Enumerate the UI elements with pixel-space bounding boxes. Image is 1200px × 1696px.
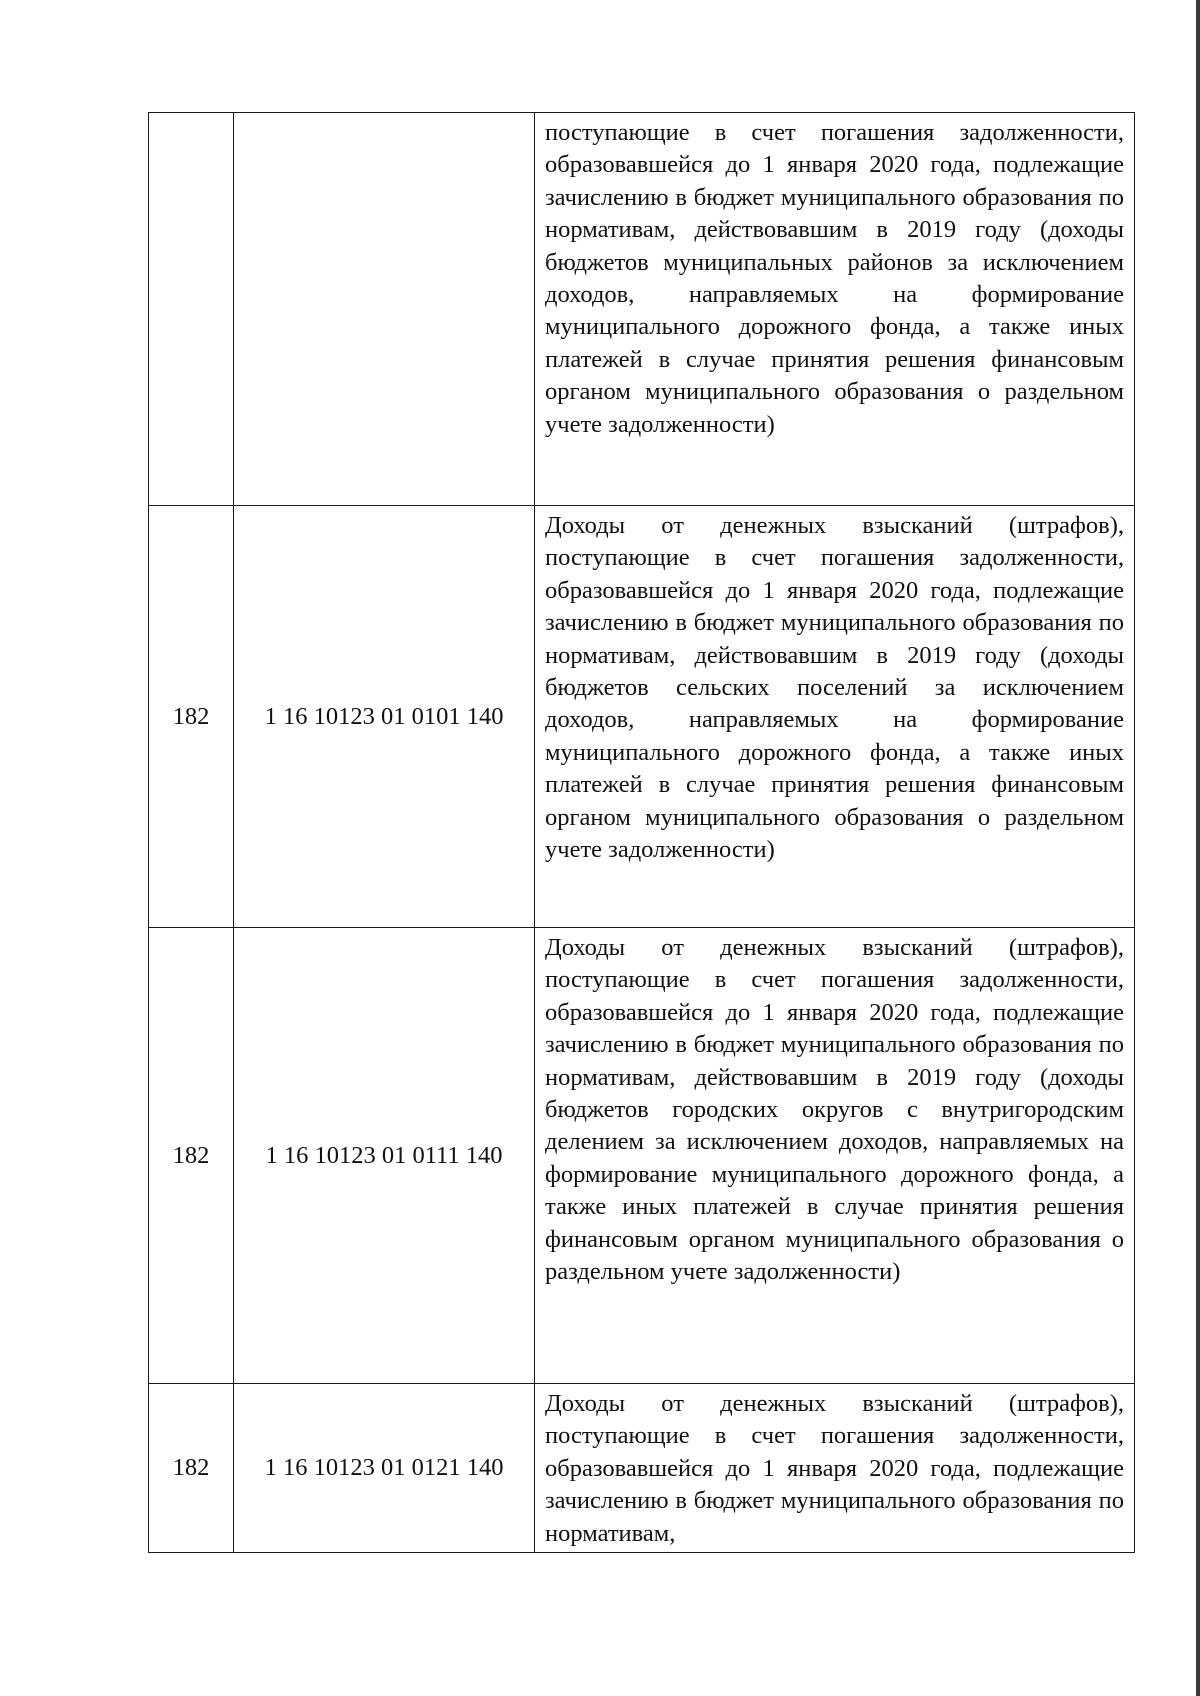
revenue-description-cell xyxy=(535,113,1135,506)
table-row xyxy=(149,113,1135,506)
table-row xyxy=(149,928,1135,1384)
admin-code-cell: 182 xyxy=(149,1384,234,1553)
budget-classification-code-cell xyxy=(234,113,535,506)
revenue-description-cell xyxy=(535,928,1135,1384)
page-edge-border xyxy=(1196,0,1200,1696)
admin-code-cell: 182 xyxy=(149,928,234,1384)
table-row xyxy=(149,1384,1135,1553)
revenue-description-text: Доходы от денежных взысканий (штрафов), поступающие в счет погашения задолженности, образовавшейся до 1 января 2020 года, подлежащие зачислению в бюджет муниципального образования по нормативам, действовавшим в 2019 году (доходы бюджетов сельских поселений за исключением доходов, направляемых на формирование муниципального дорожного фонда, а также иных платежей в случае принятия решения финансовым органом муниципального образования о раздельном учете задолженности) xyxy=(545,512,1124,864)
table-row xyxy=(149,506,1135,928)
admin-code-cell xyxy=(149,113,234,506)
revenue-description-cell xyxy=(535,1384,1135,1553)
budget-classification-code-cell: 1 16 10123 01 0111 140 xyxy=(234,928,535,1384)
revenue-description-text: поступающие в счет погашения задолженности, образовавшейся до 1 января 2020 года, подлежащие зачислению в бюджет муниципального образования по нормативам, действовавшим в 2019 году (доходы бюджетов муниципальных районов за исключением доходов, направляемых на формирование муниципального дорожного фонда, а также иных платежей в случае принятия решения финансовым органом муниципального образования о раздельном учете задолженности) xyxy=(545,119,1124,438)
revenue-description-text: Доходы от денежных взысканий (штрафов), поступающие в счет погашения задолженности, образовавшейся до 1 января 2020 года, подлежащие зачислению в бюджет муниципального образования по нормативам, действовавшим в 2019 году (доходы бюджетов городских округов с внутригородским делением за исключением доходов, направляемых на формирование муниципального дорожного фонда, а также иных платежей в случае принятия решения финансовым органом муниципального образования о раздельном учете задолженности) xyxy=(545,934,1124,1286)
budget-classification-code-cell: 1 16 10123 01 0121 140 xyxy=(234,1384,535,1553)
revenue-codes-table xyxy=(148,112,1135,1553)
admin-code-cell: 182 xyxy=(149,506,234,928)
revenue-description-text: Доходы от денежных взысканий (штрафов), поступающие в счет погашения задолженности, образовавшейся до 1 января 2020 года, подлежащие зачислению в бюджет муниципального образования по нормативам, xyxy=(545,1390,1124,1547)
budget-classification-code-cell: 1 16 10123 01 0101 140 xyxy=(234,506,535,928)
revenue-description-cell xyxy=(535,506,1135,928)
